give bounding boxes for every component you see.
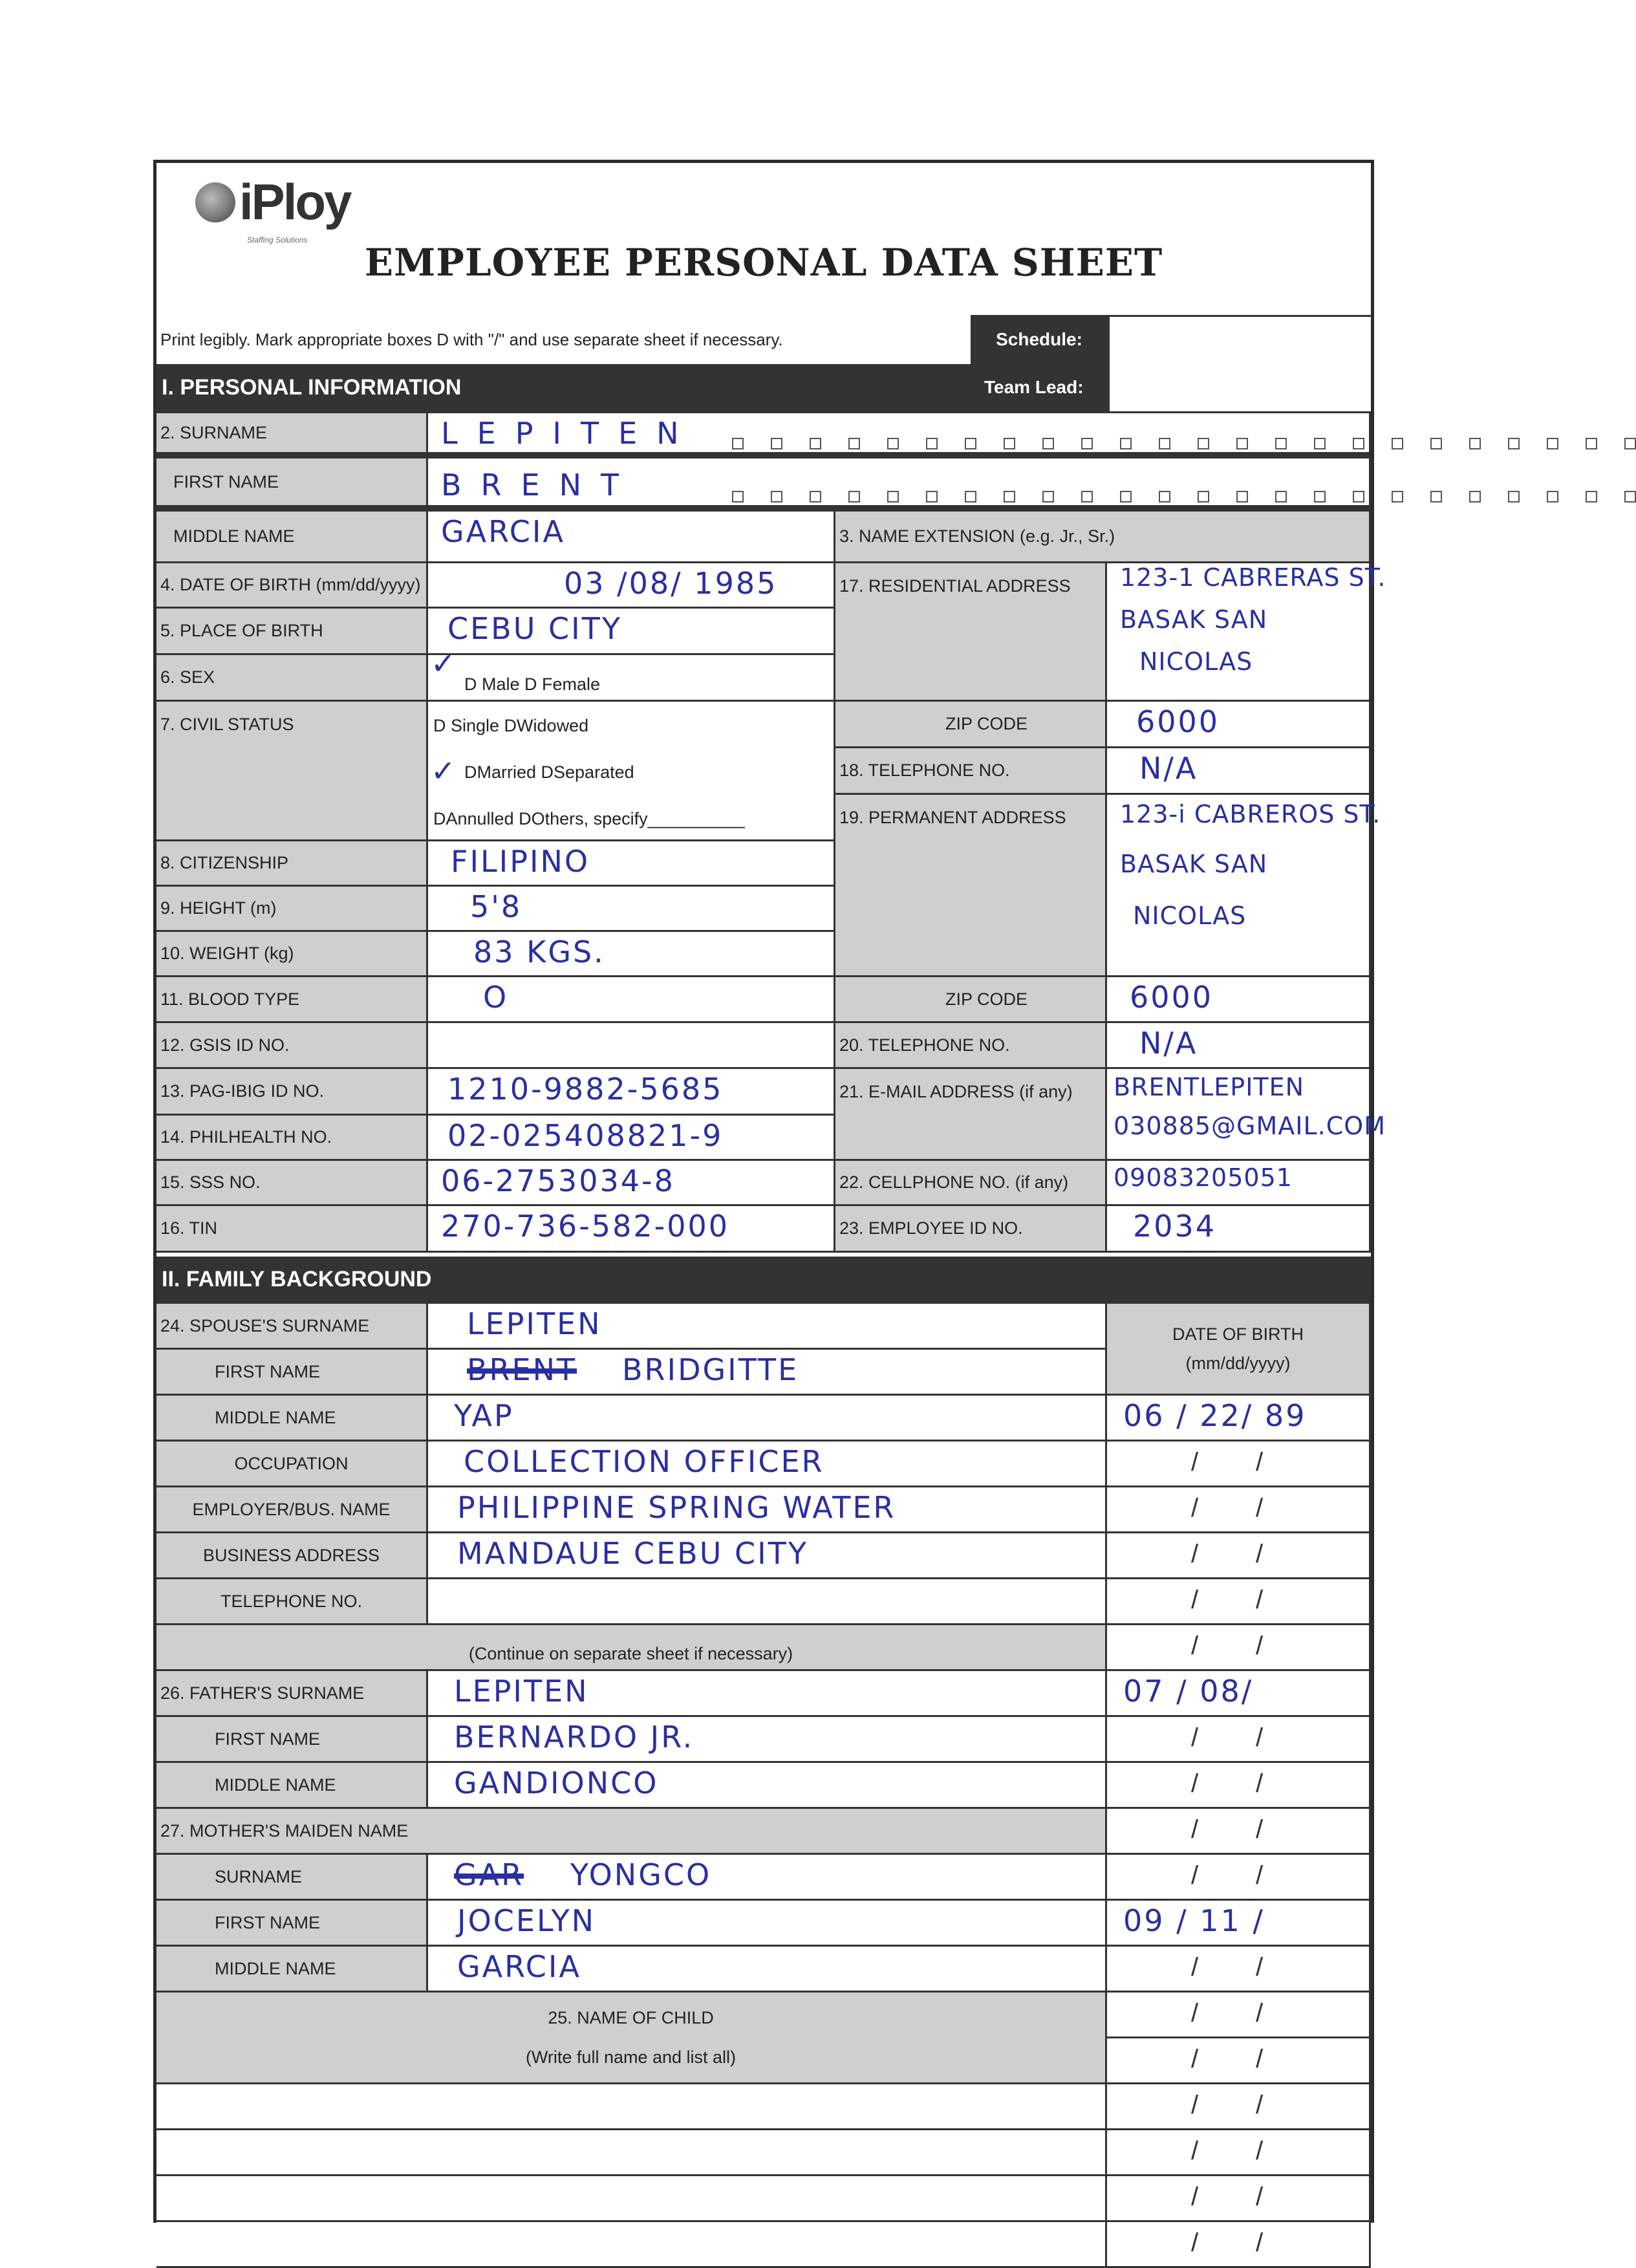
residential-address-line3: NICOLAS bbox=[1139, 647, 1253, 676]
philhealth-label: 14. PHILHEALTH NO. bbox=[156, 1116, 428, 1161]
father-first-name-field[interactable] bbox=[428, 1717, 1107, 1763]
middle-name-value: GARCIA bbox=[441, 514, 565, 549]
pob-label: 5. PLACE OF BIRTH bbox=[156, 609, 428, 655]
employee-id-value: 2034 bbox=[1133, 1209, 1217, 1244]
date-slashes: / / bbox=[1191, 1999, 1264, 2027]
dob-field[interactable] bbox=[1107, 1763, 1371, 1809]
employee-id-label: 23. EMPLOYEE ID NO. bbox=[835, 1206, 1107, 1253]
father-dob-field[interactable] bbox=[1107, 1671, 1371, 1717]
mother-first-name-value: JOCELYN bbox=[457, 1903, 596, 1938]
letter-boxes bbox=[732, 438, 1636, 449]
father-surname-value: LEPITEN bbox=[454, 1674, 589, 1709]
spouse-telephone-label: TELEPHONE NO. bbox=[156, 1579, 428, 1625]
res-zip-field[interactable] bbox=[1107, 702, 1371, 748]
letter-box bbox=[1236, 438, 1248, 449]
date-slashes: / / bbox=[1191, 1540, 1264, 1568]
email-field[interactable] bbox=[1107, 1069, 1386, 1161]
name-extension-label: 3. NAME EXTENSION (e.g. Jr., Sr.) bbox=[835, 512, 1371, 563]
sss-value: 06-2753034-8 bbox=[441, 1163, 675, 1198]
crossed-out-text: BRENT bbox=[467, 1352, 577, 1387]
philhealth-value: 02-025408821-9 bbox=[447, 1118, 724, 1153]
mother-surname-field[interactable] bbox=[428, 1855, 1107, 1901]
letter-box bbox=[1159, 438, 1170, 449]
citizenship-value: FILIPINO bbox=[451, 844, 590, 879]
mother-surname-value: YONGCO bbox=[570, 1857, 712, 1892]
middle-name-label: MIDDLE NAME bbox=[156, 512, 428, 563]
dob-label: 4. DATE OF BIRTH (mm/dd/yyyy) bbox=[156, 563, 428, 609]
weight-field[interactable] bbox=[428, 932, 835, 977]
father-middle-name-value: GANDIONCO bbox=[454, 1766, 659, 1800]
continue-note: (Continue on separate sheet if necessary) bbox=[156, 1625, 1107, 1671]
letter-box bbox=[1508, 491, 1520, 502]
letter-box bbox=[1042, 438, 1054, 449]
checkmark-icon: ✓ bbox=[431, 754, 456, 788]
letter-box bbox=[1275, 491, 1287, 502]
civil-status-options-2: DMarried DSeparated bbox=[464, 762, 634, 782]
letter-box bbox=[926, 491, 938, 502]
mother-middle-name-field[interactable] bbox=[428, 1947, 1107, 1993]
father-surname-field[interactable] bbox=[428, 1671, 1107, 1717]
middle-name-field[interactable] bbox=[428, 512, 835, 563]
res-telephone-value: N/A bbox=[1139, 751, 1198, 786]
blood-type-field[interactable] bbox=[428, 977, 835, 1023]
letter-boxes bbox=[732, 491, 1636, 502]
dob-field[interactable] bbox=[1107, 1442, 1371, 1487]
letter-box bbox=[1236, 491, 1248, 502]
letter-box bbox=[1120, 491, 1132, 502]
blood-type-label: 11. BLOOD TYPE bbox=[156, 977, 428, 1023]
permanent-address-label: 19. PERMANENT ADDRESS bbox=[835, 795, 1107, 977]
gsis-field[interactable] bbox=[428, 1023, 835, 1069]
civil-status-options-1: D Single DWidowed bbox=[433, 716, 589, 735]
civil-status-label: 7. CIVIL STATUS bbox=[156, 702, 428, 841]
date-slashes: / / bbox=[1191, 1632, 1264, 1660]
letter-box bbox=[771, 491, 782, 502]
letter-box bbox=[926, 438, 938, 449]
sex-label: 6. SEX bbox=[156, 655, 428, 702]
cellphone-value: 09083205051 bbox=[1114, 1163, 1293, 1192]
email-line1: BRENTLEPITEN bbox=[1114, 1073, 1305, 1101]
dob-field[interactable] bbox=[1107, 1533, 1371, 1579]
iploy-logo bbox=[195, 173, 350, 232]
cellphone-field[interactable] bbox=[1107, 1161, 1371, 1206]
dob-field[interactable] bbox=[1107, 1947, 1371, 1993]
letter-box bbox=[1430, 491, 1442, 502]
perm-zip-value: 6000 bbox=[1130, 980, 1214, 1015]
dob-field[interactable] bbox=[1107, 1579, 1371, 1625]
father-middle-name-label: MIDDLE NAME bbox=[156, 1763, 428, 1809]
letter-box bbox=[965, 491, 976, 502]
letter-box bbox=[810, 491, 821, 502]
letter-box bbox=[1392, 491, 1403, 502]
date-slashes: / / bbox=[1191, 1815, 1264, 1844]
child-header-label: 25. NAME OF CHILD bbox=[548, 2007, 714, 2027]
mother-first-name-field[interactable] bbox=[428, 1901, 1107, 1947]
mother-maiden-name-label: 27. MOTHER'S MAIDEN NAME bbox=[156, 1809, 1107, 1855]
date-slashes: / / bbox=[1191, 1494, 1264, 1522]
date-slashes: / / bbox=[1191, 2137, 1264, 2165]
sex-field[interactable] bbox=[428, 647, 835, 702]
dob-header bbox=[1107, 1304, 1371, 1396]
tin-label: 16. TIN bbox=[156, 1206, 428, 1253]
citizenship-field[interactable] bbox=[428, 841, 835, 887]
surname-label: 2. SURNAME bbox=[156, 413, 428, 459]
letter-box bbox=[1198, 491, 1209, 502]
father-surname-label: 26. FATHER'S SURNAME bbox=[156, 1671, 428, 1717]
mother-middle-name-value: GARCIA bbox=[457, 1949, 581, 1984]
father-middle-name-field[interactable] bbox=[428, 1763, 1107, 1809]
letter-box bbox=[848, 491, 860, 502]
dob-field[interactable] bbox=[1107, 2176, 1371, 2222]
schedule-label: Schedule: bbox=[971, 315, 1108, 364]
team-lead-field[interactable] bbox=[1108, 364, 1371, 411]
citizenship-label: 8. CITIZENSHIP bbox=[156, 841, 428, 887]
permanent-address-line2: BASAK SAN bbox=[1120, 850, 1268, 878]
dob-field[interactable] bbox=[1107, 2130, 1371, 2176]
letter-box bbox=[1004, 438, 1015, 449]
philhealth-field[interactable] bbox=[428, 1116, 835, 1161]
employee-id-field[interactable] bbox=[1107, 1206, 1371, 1253]
mother-middle-name-label: MIDDLE NAME bbox=[156, 1947, 428, 1993]
perm-telephone-label: 20. TELEPHONE NO. bbox=[835, 1023, 1107, 1069]
spouse-first-name-value: BRIDGITTE bbox=[622, 1352, 799, 1387]
personal-data-sheet bbox=[153, 160, 1386, 2257]
sex-options: D Male D Female bbox=[464, 675, 601, 694]
date-slashes: / / bbox=[1191, 1586, 1264, 1614]
schedule-field[interactable] bbox=[1108, 315, 1371, 366]
letter-box bbox=[1353, 438, 1364, 449]
letter-box bbox=[1081, 438, 1093, 449]
spouse-middle-name-label: MIDDLE NAME bbox=[156, 1396, 428, 1442]
letter-box bbox=[771, 438, 782, 449]
res-telephone-label: 18. TELEPHONE NO. bbox=[835, 748, 1107, 795]
child-note: (Write full name and list all) bbox=[525, 2047, 737, 2067]
instructions: Print legibly. Mark appropriate boxes D with "/" and use separate sheet if necessary. bbox=[160, 330, 783, 349]
section-title: I. PERSONAL INFORMATION bbox=[162, 375, 462, 400]
spouse-middle-name-value: YAP bbox=[454, 1398, 514, 1433]
spouse-first-name-field[interactable] bbox=[428, 1350, 1107, 1396]
res-zip-label: ZIP CODE bbox=[835, 702, 1107, 748]
letter-box bbox=[1198, 438, 1209, 449]
letter-box bbox=[1159, 491, 1170, 502]
spouse-dob-value: 06 / 22/ 89 bbox=[1123, 1398, 1307, 1433]
tin-field[interactable] bbox=[428, 1206, 835, 1253]
occupation-value: COLLECTION OFFICER bbox=[464, 1444, 824, 1479]
email-line2: 030885@GMAIL.COM bbox=[1114, 1112, 1386, 1140]
spouse-dob-field[interactable] bbox=[1107, 1396, 1371, 1442]
letter-box bbox=[1353, 491, 1364, 502]
logo-subtitle: Staffing Solutions bbox=[247, 235, 308, 244]
date-slashes: / / bbox=[1191, 1448, 1264, 1476]
business-address-field[interactable] bbox=[428, 1533, 1107, 1579]
tin-value: 270-736-582-000 bbox=[441, 1209, 729, 1244]
personal-info-grid bbox=[156, 411, 1386, 1253]
civil-status-options-3: DAnnulled DOthers, specify__________ bbox=[433, 809, 745, 828]
pagibig-value: 1210-9882-5685 bbox=[447, 1072, 724, 1107]
dob-field[interactable] bbox=[1107, 1809, 1371, 1855]
residential-address-line2: BASAK SAN bbox=[1120, 605, 1268, 634]
father-first-name-label: FIRST NAME bbox=[156, 1717, 428, 1763]
sss-field[interactable] bbox=[428, 1161, 835, 1206]
father-first-name-value: BERNARDO JR. bbox=[454, 1720, 694, 1755]
letter-box bbox=[1624, 438, 1636, 449]
letter-box bbox=[810, 438, 821, 449]
child-name-field[interactable] bbox=[156, 2222, 1107, 2268]
letter-box bbox=[1042, 491, 1054, 502]
child-header bbox=[156, 1993, 1107, 2084]
section-family-background bbox=[156, 1257, 1371, 1302]
email-label: 21. E-MAIL ADDRESS (if any) bbox=[835, 1069, 1107, 1161]
letter-box bbox=[1314, 438, 1326, 449]
business-address-label: BUSINESS ADDRESS bbox=[156, 1533, 428, 1579]
letter-box bbox=[848, 438, 860, 449]
permanent-address-field[interactable] bbox=[1107, 795, 1381, 977]
employer-label: EMPLOYER/BUS. NAME bbox=[156, 1487, 428, 1533]
date-slashes: / / bbox=[1191, 1953, 1264, 1982]
letter-box bbox=[1081, 491, 1093, 502]
date-slashes: / / bbox=[1191, 2183, 1264, 2211]
date-slashes: / / bbox=[1191, 2045, 1264, 2073]
dob-header-label: DATE OF BIRTH bbox=[1172, 1324, 1304, 1344]
cellphone-label: 22. CELLPHONE NO. (if any) bbox=[835, 1161, 1107, 1206]
letter-box bbox=[1586, 438, 1597, 449]
date-slashes: / / bbox=[1191, 1723, 1264, 1752]
res-telephone-field[interactable] bbox=[1107, 748, 1371, 795]
spouse-surname-field[interactable] bbox=[428, 1304, 1107, 1350]
dob-format-label: (mm/dd/yyyy) bbox=[1185, 1353, 1291, 1373]
child-name-field[interactable] bbox=[156, 2130, 1107, 2176]
letter-box bbox=[887, 438, 899, 449]
dob-field[interactable] bbox=[1107, 1855, 1371, 1901]
letter-box bbox=[1547, 491, 1558, 502]
section-title: II. FAMILY BACKGROUND bbox=[162, 1266, 432, 1291]
civil-status-field[interactable] bbox=[428, 702, 835, 841]
pagibig-label: 13. PAG-IBIG ID NO. bbox=[156, 1069, 428, 1116]
letter-box bbox=[1469, 438, 1481, 449]
employer-field[interactable] bbox=[428, 1487, 1107, 1533]
spouse-surname-label: 24. SPOUSE'S SURNAME bbox=[156, 1304, 428, 1350]
dob-field[interactable] bbox=[1107, 1487, 1371, 1533]
first-name-label: FIRST NAME bbox=[156, 459, 428, 512]
perm-telephone-value: N/A bbox=[1139, 1026, 1198, 1061]
letter-box bbox=[732, 491, 744, 502]
letter-box bbox=[1624, 491, 1636, 502]
letter-box bbox=[1314, 491, 1326, 502]
spouse-middle-name-field[interactable] bbox=[428, 1396, 1107, 1442]
perm-zip-label: ZIP CODE bbox=[835, 977, 1107, 1023]
pob-value: CEBU CITY bbox=[447, 611, 622, 646]
section-personal-info bbox=[156, 364, 1371, 411]
surname-field[interactable] bbox=[428, 413, 1371, 459]
spouse-first-name-label: FIRST NAME bbox=[156, 1350, 428, 1396]
letter-box bbox=[1004, 491, 1015, 502]
first-name-field[interactable] bbox=[428, 459, 1371, 512]
letter-box bbox=[1547, 438, 1558, 449]
letter-box bbox=[965, 438, 976, 449]
letter-box bbox=[887, 491, 899, 502]
height-label: 9. HEIGHT (m) bbox=[156, 887, 428, 932]
business-address-value: MANDAUE CEBU CITY bbox=[457, 1536, 808, 1571]
family-background-grid bbox=[156, 1302, 1371, 2268]
father-dob-value: 07 / 08/ bbox=[1123, 1674, 1254, 1709]
mother-surname-label: SURNAME bbox=[156, 1855, 428, 1901]
team-lead-label: Team Lead: bbox=[984, 377, 1084, 397]
checkmark-icon: ✓ bbox=[431, 647, 456, 680]
blood-type-value: O bbox=[483, 980, 509, 1015]
sss-label: 15. SSS NO. bbox=[156, 1161, 428, 1206]
employer-value: PHILIPPINE SPRING WATER bbox=[457, 1490, 896, 1525]
perm-telephone-field[interactable] bbox=[1107, 1023, 1371, 1069]
first-name-value: BRENT bbox=[441, 468, 639, 502]
dob-field[interactable] bbox=[1107, 1993, 1371, 2038]
permanent-address-line1: 123-i CABREROS ST. bbox=[1120, 800, 1381, 828]
letter-box bbox=[1392, 438, 1403, 449]
permanent-address-line3: NICOLAS bbox=[1133, 902, 1247, 930]
gsis-label: 12. GSIS ID NO. bbox=[156, 1023, 428, 1069]
residential-address-line1: 123-1 CABRERAS ST. bbox=[1120, 563, 1386, 592]
child-name-field[interactable] bbox=[156, 2176, 1107, 2222]
letter-box bbox=[1430, 438, 1442, 449]
mother-dob-field[interactable] bbox=[1107, 1901, 1371, 1947]
mother-dob-value: 09 / 11 / bbox=[1123, 1903, 1265, 1938]
occupation-label: OCCUPATION bbox=[156, 1442, 428, 1487]
letter-box bbox=[1469, 491, 1481, 502]
weight-value: 83 KGS. bbox=[473, 934, 605, 969]
date-slashes: / / bbox=[1191, 1861, 1264, 1890]
pob-field[interactable] bbox=[428, 609, 835, 655]
occupation-field[interactable] bbox=[428, 1442, 1107, 1487]
letter-box bbox=[732, 438, 744, 449]
form-title: EMPLOYEE PERSONAL DATA SHEET bbox=[364, 241, 1163, 285]
spouse-telephone-field[interactable] bbox=[428, 1579, 1107, 1625]
dob-field[interactable] bbox=[1107, 2038, 1371, 2084]
residential-address-label: 17. RESIDENTIAL ADDRESS bbox=[835, 563, 1107, 702]
dob-field[interactable] bbox=[1107, 2222, 1371, 2268]
crossed-out-text: GAR bbox=[454, 1857, 524, 1892]
letter-box bbox=[1586, 491, 1597, 502]
date-slashes: / / bbox=[1191, 2091, 1264, 2119]
logo-text: iPloy bbox=[239, 173, 350, 230]
date-slashes: / / bbox=[1191, 2229, 1264, 2257]
height-value: 5'8 bbox=[470, 889, 522, 924]
surname-value: LEPITEN bbox=[441, 416, 698, 451]
spouse-surname-value: LEPITEN bbox=[467, 1306, 602, 1341]
logo-globe-icon bbox=[195, 182, 235, 222]
height-field[interactable] bbox=[428, 887, 835, 932]
pagibig-field[interactable] bbox=[428, 1069, 835, 1116]
date-slashes: / / bbox=[1191, 1769, 1264, 1798]
perm-zip-field[interactable] bbox=[1107, 977, 1371, 1023]
child-name-field[interactable] bbox=[156, 2084, 1107, 2130]
res-zip-value: 6000 bbox=[1136, 704, 1220, 739]
weight-label: 10. WEIGHT (kg) bbox=[156, 932, 428, 977]
letter-box bbox=[1275, 438, 1287, 449]
dob-field[interactable] bbox=[1107, 1625, 1371, 1671]
mother-first-name-label: FIRST NAME bbox=[156, 1901, 428, 1947]
letter-box bbox=[1120, 438, 1132, 449]
dob-value: 03 /08/ 1985 bbox=[564, 566, 778, 601]
dob-field[interactable] bbox=[1107, 1717, 1371, 1763]
dob-field[interactable] bbox=[428, 563, 835, 609]
letter-box bbox=[1508, 438, 1520, 449]
dob-field[interactable] bbox=[1107, 2084, 1371, 2130]
residential-address-field[interactable] bbox=[1107, 563, 1386, 702]
